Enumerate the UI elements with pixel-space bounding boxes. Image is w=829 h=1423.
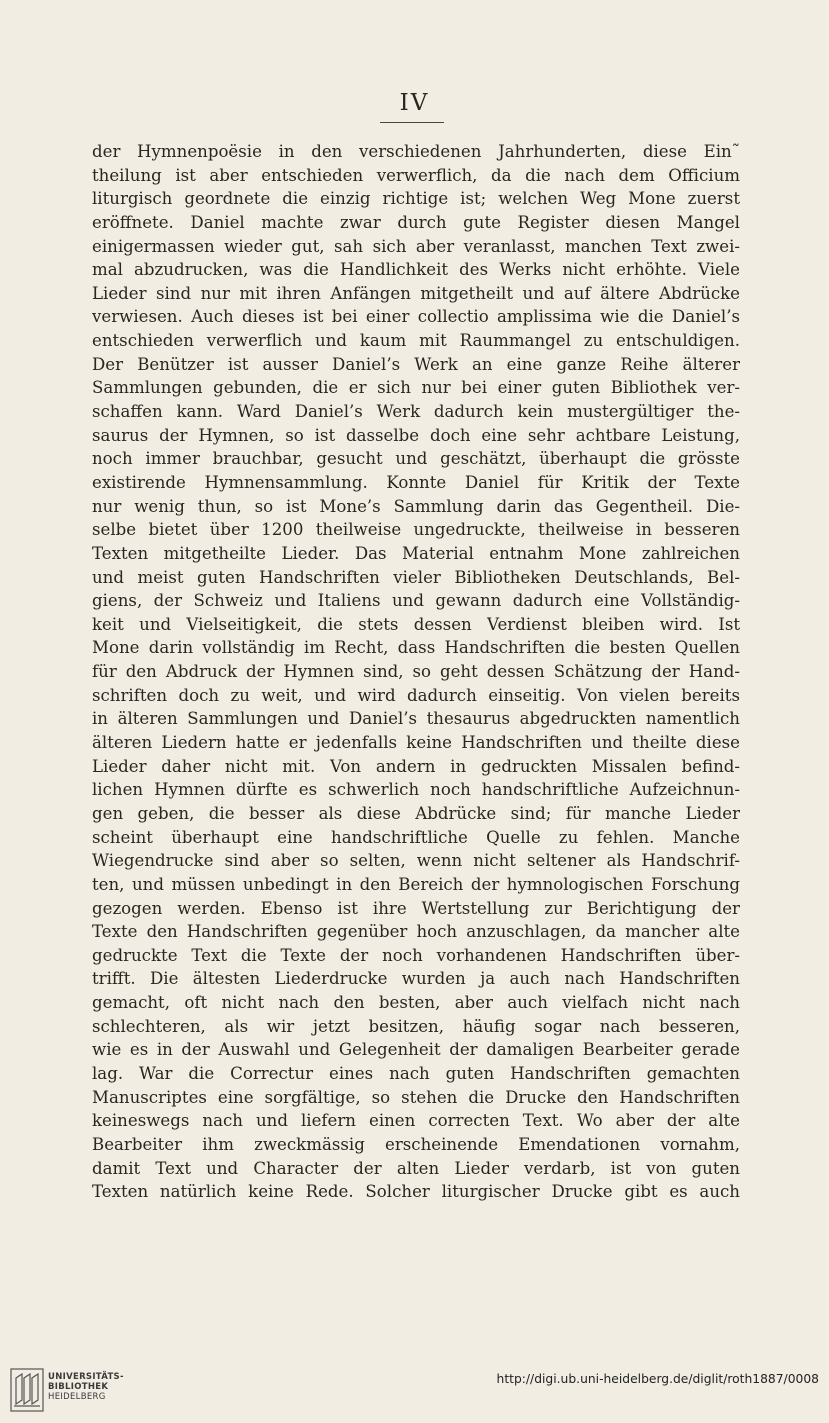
text-line: existirende Hymnensammlung. Konnte Daniel für Kritik der Texte: [92, 472, 740, 492]
text-line: gedruckte Text die Texte der noch vorhandenen Handschriften über-: [92, 945, 740, 965]
text-line: verwiesen. Auch dieses ist bei einer collectio amplissima wie die Daniel’s: [92, 307, 740, 327]
text-line: liturgisch geordnete die einzig richtige ist; welchen Weg Mone zuerst: [92, 189, 740, 209]
text-line: mal abzudrucken, was die Handlichkeit des Werks nicht erhöhte. Viele: [92, 260, 740, 280]
library-name: [48, 1372, 124, 1402]
text-line: lichen Hymnen dürfte es schwerlich noch handschriftliche Aufzeichnun-: [92, 780, 740, 800]
text-line: Lieder daher nicht mit. Von andern in gedruckten Missalen befind-: [92, 756, 740, 776]
text-line: älteren Liedern hatte er jedenfalls keine Handschriften und theilte diese: [92, 733, 740, 753]
text-line: scheint überhaupt eine handschriftliche Quelle zu fehlen. Manche: [92, 827, 740, 847]
text-line: noch immer brauchbar, gesucht und geschätzt, überhaupt die grösste: [92, 449, 740, 469]
text-line: Der Benützer ist ausser Daniel’s Werk an eine ganze Reihe älterer: [92, 354, 740, 374]
text-line: theilung ist aber entschieden verwerflich, da die nach dem Officium: [92, 165, 740, 185]
text-line: Texten mitgetheilte Lieder. Das Material entnahm Mone zahlreichen: [92, 543, 740, 563]
text-line: der Hymnenpoësie in den verschiedenen Jahrhunderten, diese Ein˜: [92, 142, 740, 161]
library-name-line1: UNIVERSITÄTS-: [48, 1372, 124, 1382]
text-line: selbe bietet über 1200 theilweise ungedruckte, theilweise in besseren: [92, 520, 740, 540]
text-line: und meist guten Handschriften vieler Bibliotheken Deutschlands, Bel-: [92, 567, 740, 587]
text-line: schriften doch zu weit, und wird dadurch einseitig. Von vielen bereits: [92, 685, 740, 705]
footer: [0, 1360, 829, 1420]
text-line: keineswegs nach und liefern einen correcten Text. Wo aber der alte: [92, 1111, 740, 1131]
text-line: saurus der Hymnen, so ist dasselbe doch eine sehr achtbare Leistung,: [92, 425, 740, 445]
text-line: entschieden verwerflich und kaum mit Raummangel zu entschuldigen.: [92, 331, 740, 351]
library-logo-icon: [10, 1368, 44, 1412]
text-line: gezogen werden. Ebenso ist ihre Wertstellung zur Berichtigung der: [92, 898, 740, 918]
text-line: damit Text und Character der alten Lieder verdarb, ist von guten: [92, 1158, 740, 1178]
text-line: Texte den Handschriften gegenüber hoch anzuschlagen, da mancher alte: [92, 922, 740, 942]
text-line: für den Abdruck der Hymnen sind, so geht dessen Schätzung der Hand-: [92, 662, 740, 682]
text-line: ten, und müssen unbedingt in den Bereich der hymnologischen Forschung: [92, 874, 740, 894]
text-line: in älteren Sammlungen und Daniel’s thesaurus abgedruckten namentlich: [92, 709, 740, 729]
source-url[interactable]: http://digi.ub.uni-heidelberg.de/diglit/roth1887/0008: [496, 1372, 819, 1386]
text-line: Bearbeiter ihm zweckmässig erscheinende Emendationen vornahm,: [92, 1134, 740, 1154]
text-line: giens, der Schweiz und Italiens und gewann dadurch eine Vollständig-: [92, 591, 740, 611]
text-line: nur wenig thun, so ist Mone’s Sammlung darin das Gegentheil. Die-: [92, 496, 740, 516]
text-line: keit und Vielseitigkeit, die stets dessen Verdienst bleiben wird. Ist: [92, 614, 740, 634]
library-name-line2: BIBLIOTHEK: [48, 1382, 109, 1392]
text-line: Lieder sind nur mit ihren Anfängen mitgetheilt und auf ältere Abdrücke: [92, 283, 740, 303]
page-number-rule: [380, 122, 444, 123]
text-line: Manuscriptes eine sorgfältige, so stehen die Drucke den Handschriften: [92, 1087, 740, 1107]
text-line: lag. War die Correctur eines nach guten Handschriften gemachten: [92, 1063, 740, 1083]
text-line: Wiegendrucke sind aber so selten, wenn nicht seltener als Handschrif-: [92, 851, 740, 871]
text-line: Mone darin vollständig im Recht, dass Handschriften die besten Quellen: [92, 638, 740, 658]
library-name-line3: HEIDELBERG: [48, 1392, 106, 1402]
page-number: IV: [399, 90, 430, 116]
text-line: schlechteren, als wir jetzt besitzen, häufig sogar nach besseren,: [92, 1016, 740, 1036]
text-line: einigermassen wieder gut, sah sich aber veranlasst, manchen Text zwei-: [92, 236, 740, 256]
text-line: Texten natürlich keine Rede. Solcher liturgischer Drucke gibt es auch: [92, 1182, 740, 1202]
text-line: trifft. Die ältesten Liederdrucke wurden ja auch nach Handschriften: [92, 969, 740, 989]
body-text: [92, 140, 740, 1204]
text-line: gen geben, die besser als diese Abdrücke sind; für manche Lieder: [92, 803, 740, 823]
text-line: schaffen kann. Ward Daniel’s Werk dadurch kein mustergültiger the-: [92, 402, 740, 422]
text-line: gemacht, oft nicht nach den besten, aber auch vielfach nicht nach: [92, 993, 740, 1013]
text-line: Sammlungen gebunden, die er sich nur bei einer guten Bibliothek ver-: [92, 378, 740, 398]
text-line: wie es in der Auswahl und Gelegenheit der damaligen Bearbeiter gerade: [92, 1040, 740, 1060]
text-line: eröffnete. Daniel machte zwar durch gute Register diesen Mangel: [92, 212, 740, 232]
